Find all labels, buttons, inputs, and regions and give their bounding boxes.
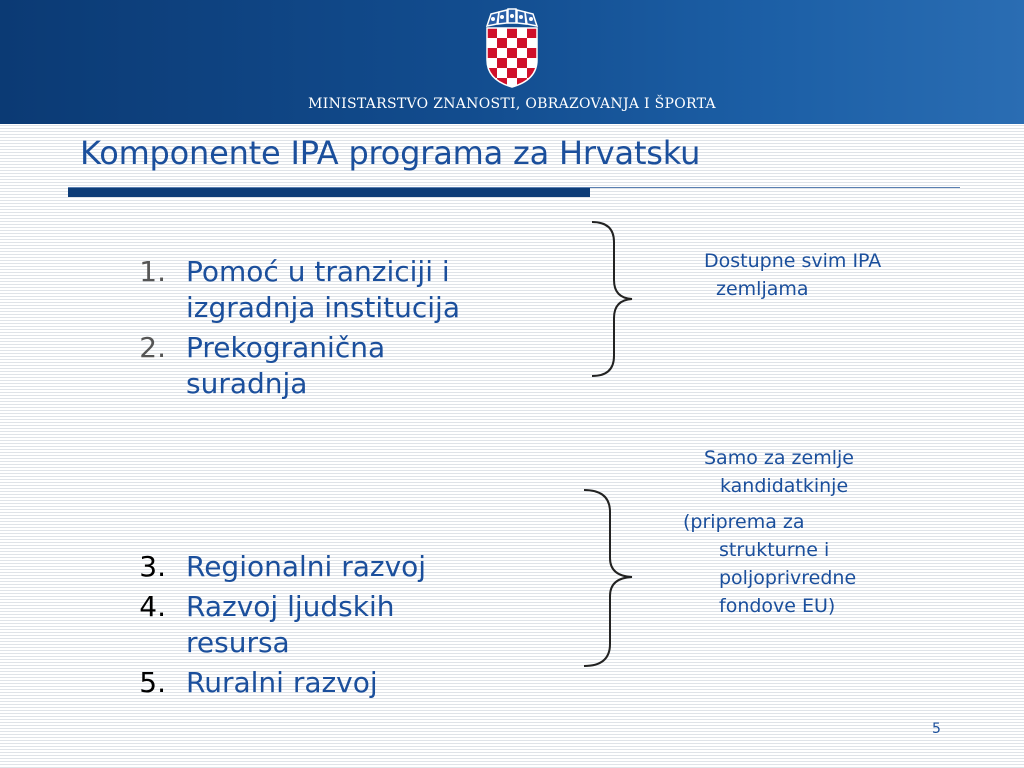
- item-text-line: Prekogranična: [186, 331, 386, 364]
- item-text-line: Regionalni razvoj: [186, 550, 427, 583]
- note-line: fondove EU): [719, 595, 836, 617]
- note-line: poljoprivredne: [719, 567, 857, 589]
- item-number: 4.: [139, 590, 166, 623]
- slide-title: Komponente IPA programa za Hrvatsku: [80, 134, 701, 172]
- ministry-name: MINISTARSTVO ZNANOSTI, OBRAZOVANJA I ŠPORTA: [308, 96, 716, 112]
- item-number: 2.: [139, 331, 166, 364]
- list-item: [120, 665, 580, 701]
- ipa-components-group-1: [120, 254, 580, 402]
- note-line: strukturne i: [719, 539, 830, 561]
- item-number: 3.: [139, 550, 166, 583]
- list-item: [120, 254, 580, 326]
- note-all-ipa-countries: [704, 247, 881, 303]
- note-line: (priprema za: [683, 511, 805, 533]
- item-number: 1.: [139, 255, 166, 288]
- page-number: 5: [932, 721, 941, 737]
- ipa-components-group-2: [120, 549, 580, 701]
- item-text-line: izgradnja institucija: [186, 291, 460, 324]
- note-preparation-funds: [683, 508, 856, 620]
- list-item: [120, 330, 580, 402]
- note-line: Samo za zemlje: [704, 447, 854, 469]
- list-item: [120, 589, 580, 661]
- note-line: zemljama: [716, 278, 809, 300]
- right-brace-icon: [582, 488, 640, 668]
- header-banner: [0, 0, 1024, 124]
- croatian-coat-of-arms-icon: [481, 8, 543, 88]
- item-text-line: Pomoć u tranziciji i: [186, 255, 450, 288]
- note-line: Dostupne svim IPA: [704, 250, 882, 272]
- title-underline-thick: [68, 188, 590, 197]
- list-item: [120, 549, 580, 585]
- item-text-line: Ruralni razvoj: [186, 666, 378, 699]
- item-text-line: Razvoj ljudskih: [186, 590, 395, 623]
- item-text-line: resursa: [186, 626, 290, 659]
- note-candidate-countries: [704, 444, 854, 500]
- item-number: 5.: [139, 666, 166, 699]
- note-line: kandidatkinje: [720, 475, 849, 497]
- right-brace-icon: [590, 220, 640, 378]
- item-text-line: suradnja: [186, 367, 308, 400]
